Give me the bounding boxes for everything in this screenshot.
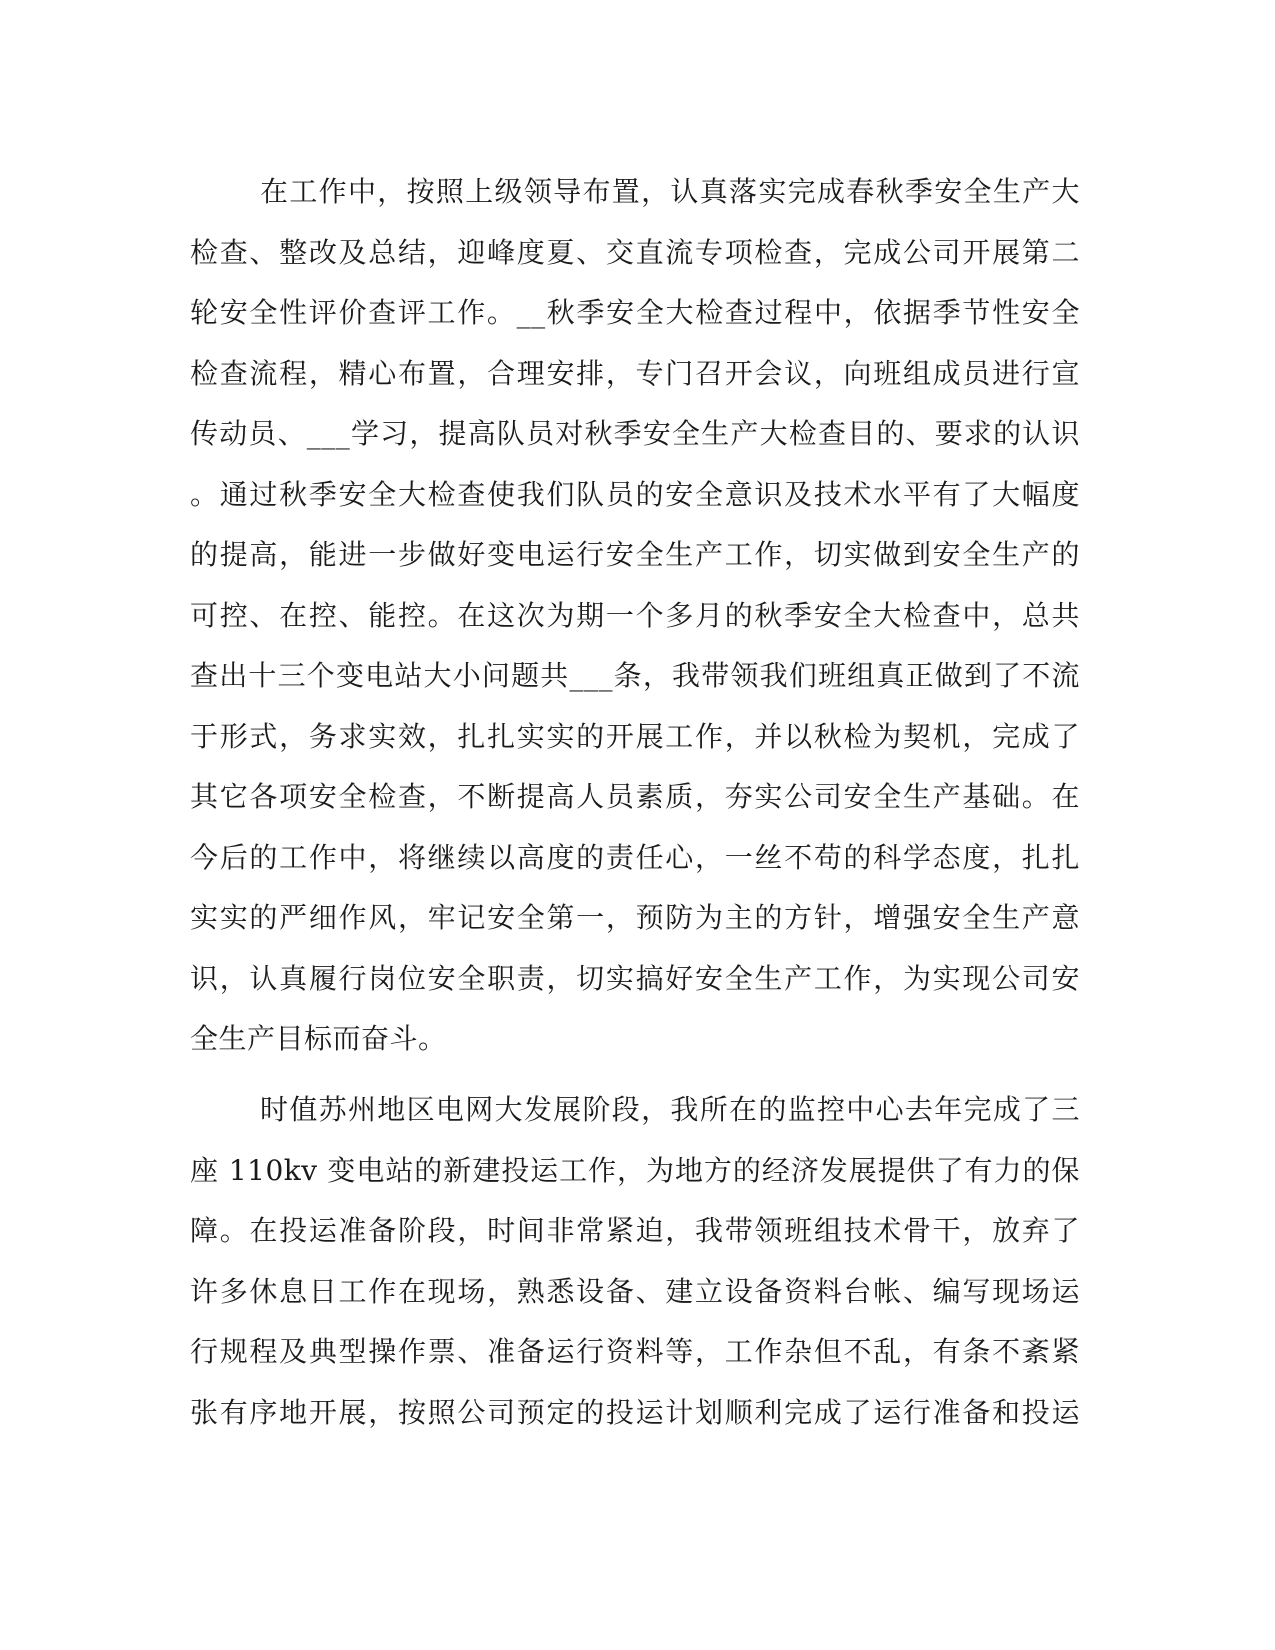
paragraph-line: 许多休息日工作在现场，熟悉设备、建立设备资料台帐、编写现场运 xyxy=(190,1274,1080,1308)
paragraph-line: 于形式，务求实效，扎扎实实的开展工作，并以秋检为契机，完成了 xyxy=(190,719,1080,753)
paragraph-line: 可控、在控、能控。在这次为期一个多月的秋季安全大检查中，总共 xyxy=(190,598,1080,632)
paragraph-line: 行规程及典型操作票、准备运行资料等，工作杂但不乱，有条不紊紧 xyxy=(190,1335,1080,1368)
paragraph-line: 全生产目标而奋斗。 xyxy=(190,1022,447,1055)
paragraph-line: 的提高，能进一步做好变电运行安全生产工作，切实做到安全生产的 xyxy=(190,538,1080,571)
paragraph-line: 在工作中，按照上级领导布置，认真落实完成春秋季安全生产大 xyxy=(260,175,1080,208)
paragraph-line: 实实的严细作风，牢记安全第一，预防为主的方针，增强安全生产意 xyxy=(190,901,1080,934)
paragraph-safety-inspection xyxy=(190,162,1080,1070)
paragraph-line: 张有序地开展，按照公司预定的投运计划顺利完成了运行准备和投运 xyxy=(190,1395,1080,1429)
paragraph-line: 传动员、___学习，提高队员对秋季安全生产大检查目的、要求的认识 xyxy=(190,417,1080,450)
paragraph-substation-commissioning xyxy=(190,1080,1080,1443)
paragraph-line: 时值苏州地区电网大发展阶段，我所在的监控中心去年完成了三 xyxy=(260,1093,1080,1126)
paragraph-line: 识，认真履行岗位安全职责，切实搞好安全生产工作，为实现公司安 xyxy=(190,961,1080,995)
paragraph-line: 其它各项安全检查，不断提高人员素质，夯实公司安全生产基础。在 xyxy=(190,780,1080,813)
paragraph-line: 。通过秋季安全大检查使我们队员的安全意识及技术水平有了大幅度 xyxy=(190,477,1080,511)
paragraph-line: 检查、整改及总结，迎峰度夏、交直流专项检查，完成公司开展第二 xyxy=(190,235,1080,269)
paragraph-line: 座 110kv 变电站的新建投运工作，为地方的经济发展提供了有力的保 xyxy=(190,1153,1080,1187)
paragraph-line: 今后的工作中，将继续以高度的责任心，一丝不苟的科学态度，扎扎 xyxy=(190,840,1080,874)
paragraph-line: 查出十三个变电站大小问题共___条，我带领我们班组真正做到了不流 xyxy=(190,659,1080,692)
paragraph-line: 检查流程，精心布置，合理安排，专门召开会议，向班组成员进行宣 xyxy=(190,356,1080,390)
paragraph-line: 轮安全性评价查评工作。__秋季安全大检查过程中，依据季节性安全 xyxy=(190,296,1080,329)
paragraph-line: 障。在投运准备阶段，时间非常紧迫，我带领班组技术骨干，放弃了 xyxy=(190,1214,1080,1247)
